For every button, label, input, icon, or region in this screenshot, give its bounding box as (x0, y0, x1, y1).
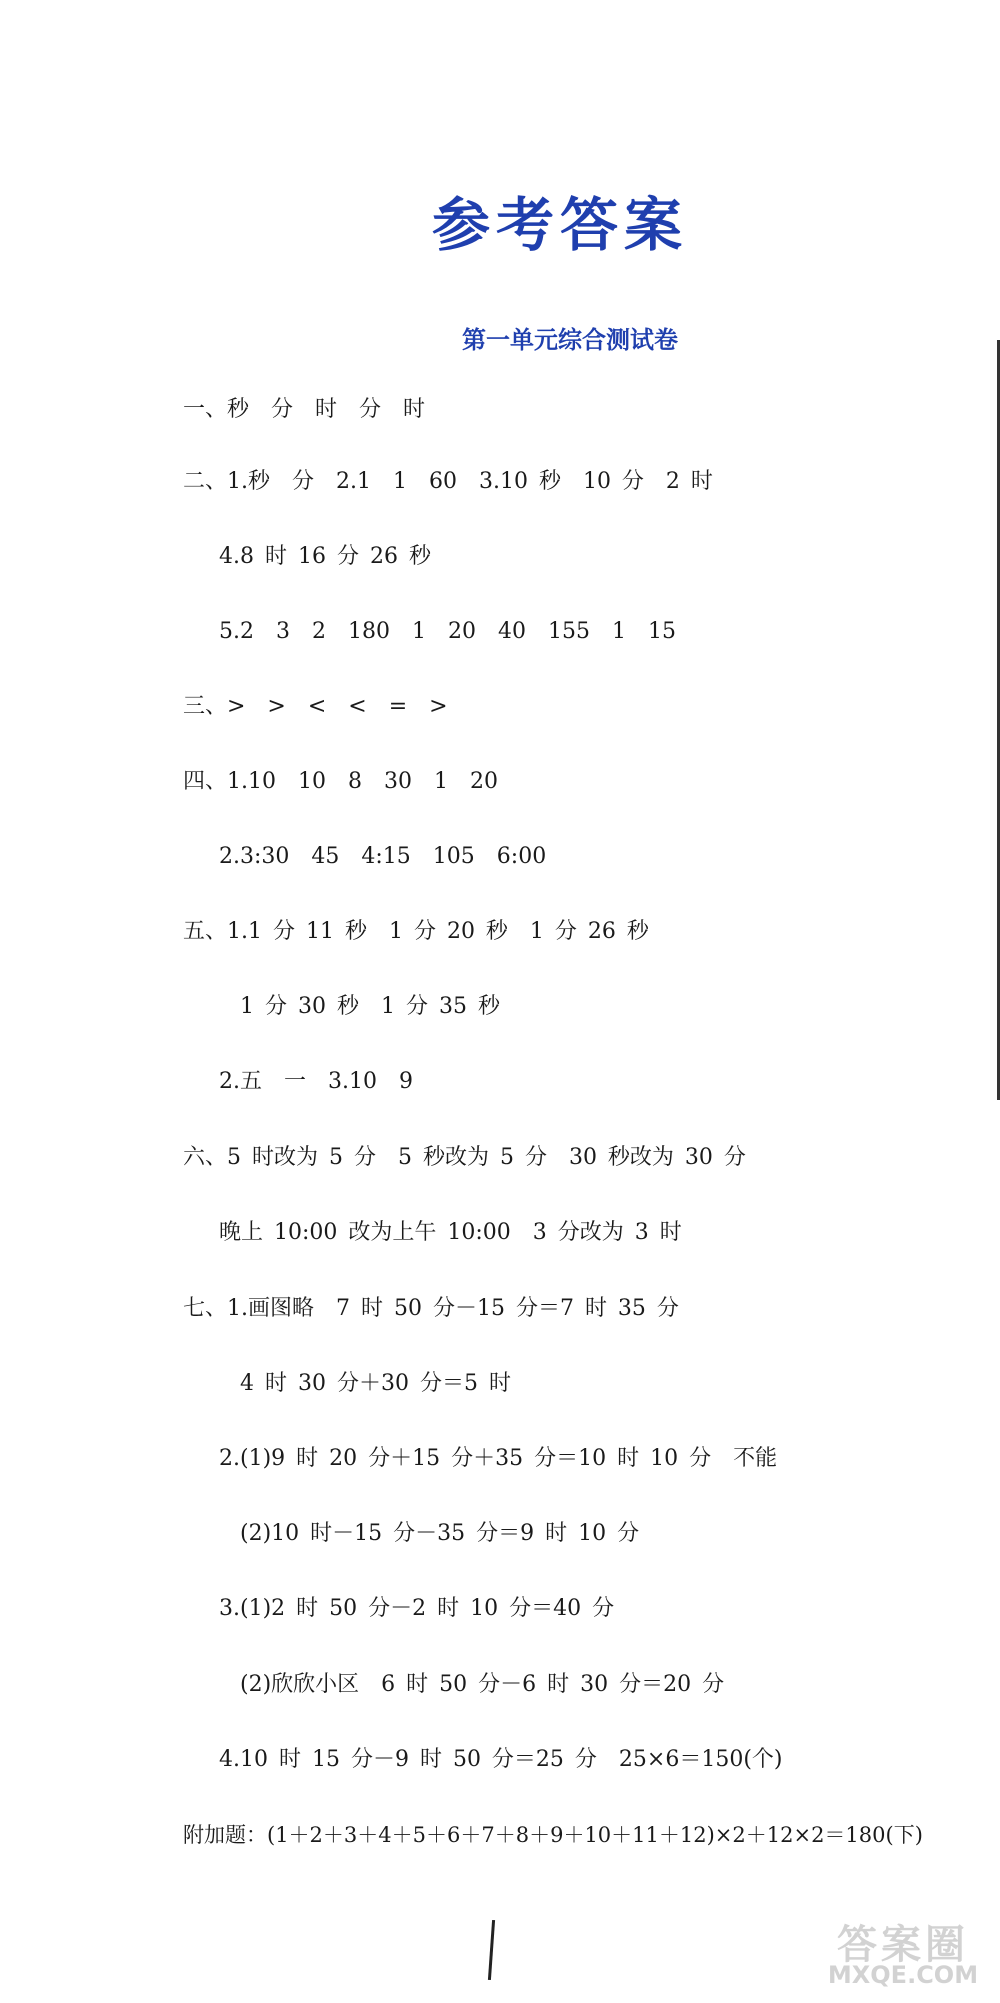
watermark-text: 答案圈 (837, 1922, 969, 1968)
page-title: 参考答案 (431, 191, 688, 259)
answer-line-19: 4.10 时 15 分－9 时 50 分＝25 分 25×6＝150(个) (219, 1747, 783, 1772)
answer-line-10: 2.五 一 3.10 9 (219, 1069, 413, 1094)
answer-line-4: 5.2 3 2 180 1 20 40 155 1 15 (219, 619, 676, 644)
answer-line-14: 4 时 30 分＋30 分＝5 时 (240, 1371, 511, 1396)
answer-line-20: 附加题：(1＋2＋3＋4＋5＋6＋7＋8＋9＋10＋11＋12)×2＋12×2＝180(下) (183, 1823, 923, 1847)
pen-mark (488, 1920, 495, 1980)
answer-line-6: 四、1.10 10 8 30 1 20 (183, 769, 498, 794)
answer-line-9: 1 分 30 秒 1 分 35 秒 (240, 994, 500, 1019)
answer-line-17: 3.(1)2 时 50 分－2 时 10 分＝40 分 (219, 1596, 615, 1621)
answer-line-2: 二、1.秒 分 2.1 1 60 3.10 秒 10 分 2 时 (183, 469, 713, 494)
answer-line-13: 七、1.画图略 7 时 50 分－15 分＝7 时 35 分 (183, 1296, 679, 1321)
watermark-logo (818, 1913, 988, 1995)
answer-line-11: 六、5 时改为 5 分 5 秒改为 5 分 30 秒改为 30 分 (183, 1145, 746, 1170)
section-title: 第一单元综合测试卷 (462, 326, 678, 354)
answer-line-7: 2.3:30 45 4:15 105 6:00 (219, 844, 547, 869)
answer-line-16: (2)10 时－15 分－35 分＝9 时 10 分 (240, 1521, 640, 1546)
answer-line-8: 五、1.1 分 11 秒 1 分 20 秒 1 分 26 秒 (183, 919, 649, 944)
answer-line-1: 一、秒 分 时 分 时 (183, 397, 426, 422)
answer-line-12: 晚上 10:00 改为上午 10:00 3 分改为 3 时 (219, 1220, 682, 1245)
answer-line-3: 4.8 时 16 分 26 秒 (219, 544, 431, 569)
watermark-url: MXQE.COM (827, 1961, 979, 1989)
answer-line-5: 三、> > < < = > (183, 694, 448, 719)
answer-line-18: (2)欣欣小区 6 时 50 分－6 时 30 分＝20 分 (240, 1672, 725, 1697)
answer-line-15: 2.(1)9 时 20 分＋15 分＋35 分＝10 时 10 分 不能 (219, 1446, 778, 1471)
